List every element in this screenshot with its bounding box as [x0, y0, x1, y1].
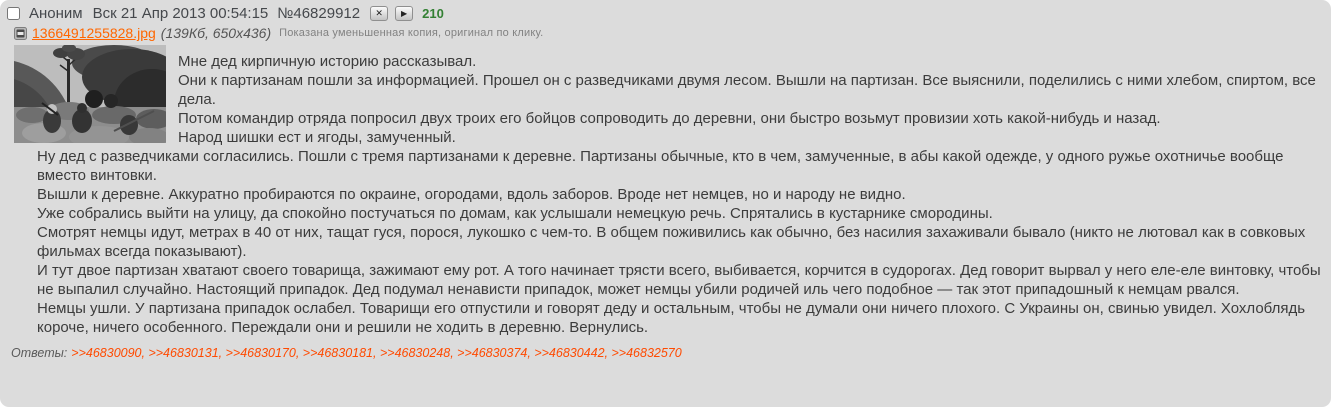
poster-name: Аноним [29, 5, 83, 22]
message-line: Народ шишки ест и ягоды, замученный. [178, 129, 456, 146]
post-checkbox[interactable] [7, 7, 20, 20]
reply-link[interactable]: >>46830374 , [457, 346, 534, 360]
reply-link[interactable]: >>46830181 , [303, 346, 380, 360]
reply-count-badge: 210 [422, 6, 444, 21]
message-line: И тут двое партизан хватают своего товарища, зажимают ему рот. А того начинает трясти всего, выбивается, корчится в судорогах. Дед говорит вырвал у него еле-еле винтовку, чтобы не выпалил случайно. Настоящий припадок. Дед подумал ненависти припадок, может немцы убили родичей иль чего подобное — так этот припадошный к немцам рвался. [37, 262, 1321, 298]
message-line: Ну дед с разведчиками согласились. Пошли с тремя партизанами к деревне. Партизаны обычные, кто в чем, замученные, в абы какой одежде, у одного ружье охотничье вообще вместо винтовки. [37, 148, 1284, 184]
post-body [0, 41, 1331, 365]
reply-link[interactable]: >>46832570 [611, 346, 682, 360]
message-line: Вышли к деревне. Аккуратно пробираются по окраине, огородами, вдоль заборов. Вроде нет немцев, но и народу не видно. [37, 186, 906, 203]
post-thumbnail[interactable] [14, 45, 166, 143]
file-info-row [0, 23, 1331, 41]
reply-link[interactable]: >>46830170 , [226, 346, 303, 360]
message-line: Мне дед кирпичную историю рассказывал. [178, 53, 477, 70]
post-date: Вск 21 Апр 2013 00:54:15 [92, 5, 269, 22]
post-message [37, 43, 1323, 337]
replies-links [71, 346, 681, 360]
message-line: Смотрят немцы идут, метрах в 40 от них, тащат гуся, порося, лукошко с чем-то. В общем поживились как обычно, без насилия захаживали бывало (никто не лютовал как в совковых фильмах всегда показывают). [37, 224, 1306, 260]
file-note: Показана уменьшенная копия, оригинал по клику. [279, 27, 544, 39]
post-number[interactable]: №46829912 [277, 5, 361, 22]
message-line: Потом командир отряда попросил двух троих его бойцов сопроводить до деревни, они быстро возьмут провизии хоть какой-нибудь и назад. [178, 110, 1161, 127]
message-line: Они к партизанам пошли за информацией. Прошел он с разведчиками двумя лесом. Вышли на партизан. Все выяснили, поделились с ними хлебом, спиртом, все дела. [178, 72, 1316, 108]
expand-post-button[interactable] [395, 6, 413, 21]
hide-post-button[interactable] [370, 6, 388, 21]
reply-link[interactable]: >>46830442 , [534, 346, 611, 360]
reply-link[interactable]: >>46830248 , [380, 346, 457, 360]
reply-link[interactable]: >>46830131 , [148, 346, 225, 360]
replies-row [6, 337, 1323, 365]
image-icon [14, 27, 27, 40]
file-meta: (139Кб, 650x436) [160, 25, 272, 41]
message-line: Немцы ушли. У партизана припадок ослабел. Товарищи его отпустили и говорят деду и остальным, чтобы не думали они ничего плохого. С Украины он, свинью увидел. Хохлоблядь короче, ничего особенного. Переждали они и решили не ходить в деревню. Вернулись. [37, 300, 1306, 336]
replies-label: Ответы: [11, 346, 68, 360]
file-link[interactable]: 1366491255828.jpg [32, 25, 156, 41]
play-icon: ▶ [401, 8, 408, 18]
reply-link[interactable]: >>46830090 , [71, 346, 148, 360]
post-header [0, 0, 1331, 23]
message-line: Уже собрались выйти на улицу, да спокойно постучаться по домам, как услышали немецкую речь. Спрятались в кустарнике смородины. [37, 205, 993, 222]
close-icon: ✕ [375, 8, 383, 18]
